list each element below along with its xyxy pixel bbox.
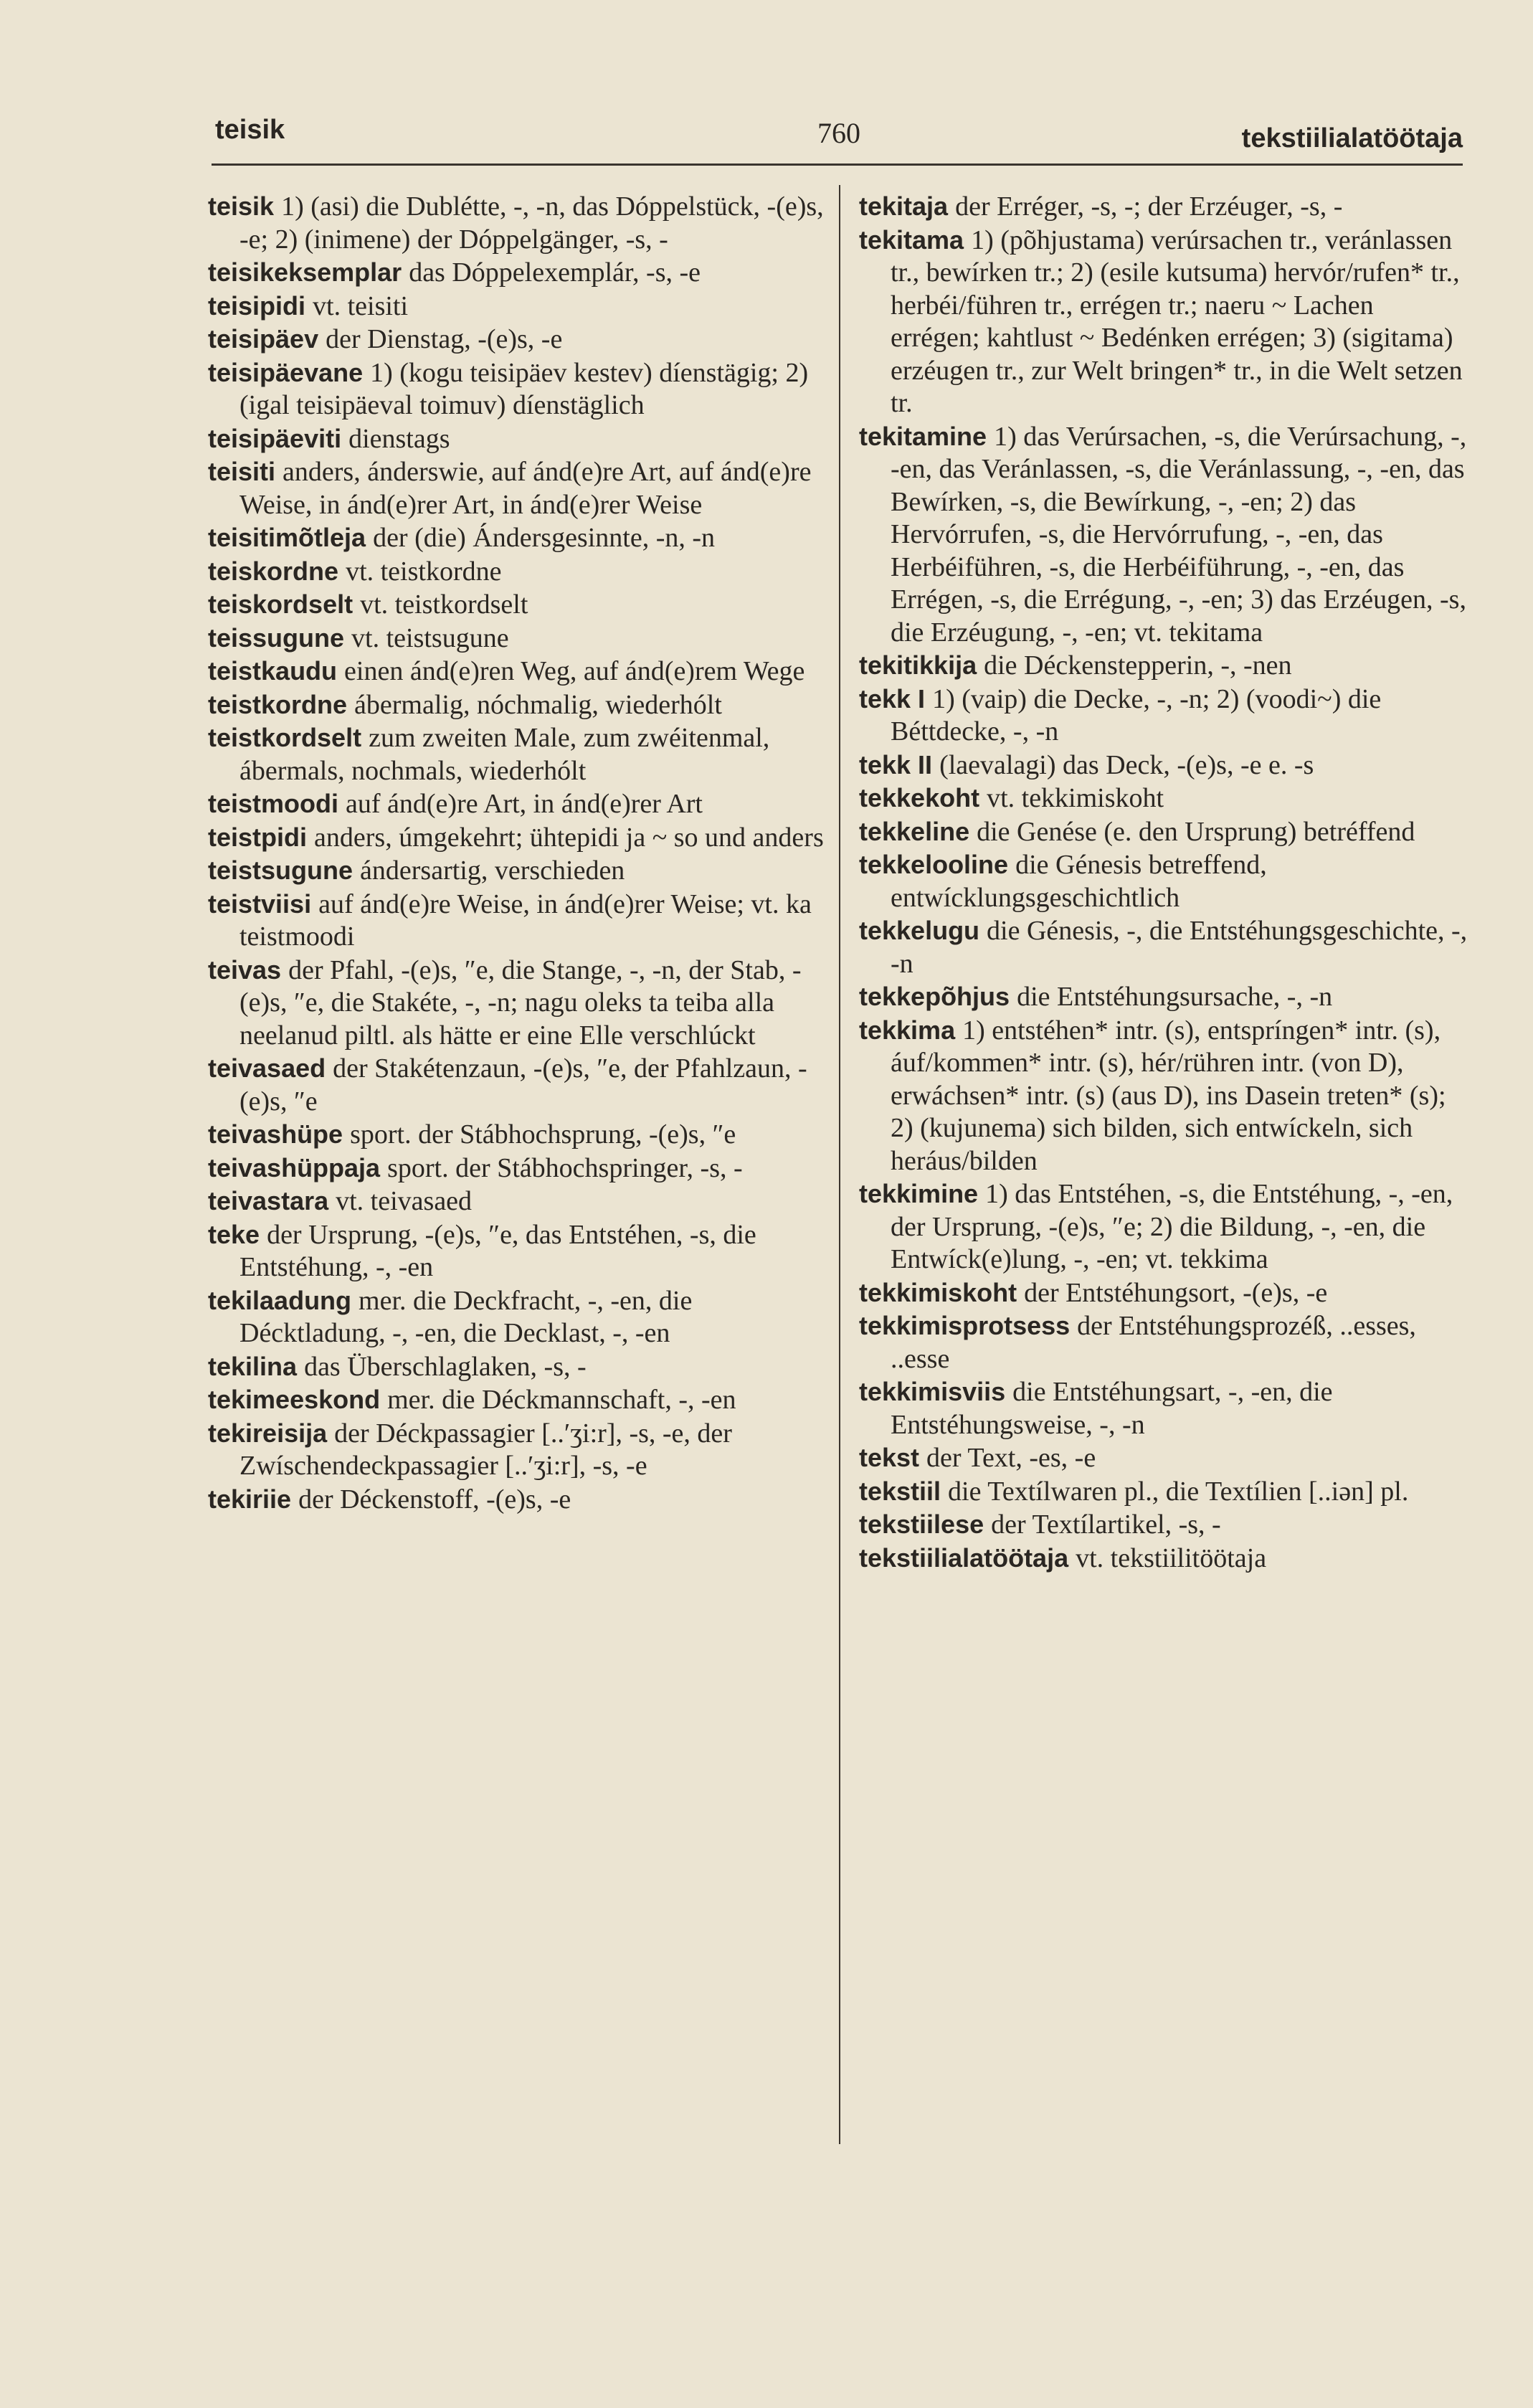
entry-headword: teisipidi — [208, 290, 306, 321]
dictionary-entry — [208, 1152, 825, 1185]
entry-definition: das Dóppelexemplár, -s, -e — [409, 257, 701, 288]
entry-definition: einen ánd(e)ren Weg, auf ánd(e)rem Wege — [344, 656, 805, 686]
entry-definition: mer. die Déckmannschaft, -, -en — [387, 1385, 736, 1415]
entry-definition: die Génesis betreffend, entwícklungsgeschichtlich — [891, 850, 1267, 913]
entry-headword: teisitimõtleja — [208, 523, 366, 552]
entry-headword: teisipäevane — [208, 357, 364, 387]
entry-headword: teisiti — [208, 457, 276, 486]
entry-definition: der (die) Ándersgesinnte, -n, -n — [373, 523, 716, 553]
dictionary-entry — [208, 356, 825, 422]
entry-headword: tekkimisprotsess — [859, 1311, 1071, 1340]
entry-definition: sport. der Stábhochsprung, -(e)s, ″e — [350, 1119, 736, 1150]
dictionary-entry — [859, 1309, 1468, 1375]
entry-headword: tekkelooline — [859, 850, 1009, 879]
entry-headword: tekireisija — [208, 1418, 328, 1448]
entry-headword: tekkeline — [859, 816, 970, 846]
entry-definition: 1) das Verúrsachen, -s, die Verúrsachung, -, -en, das Veránlassen, -s, die Veránlassung, -, -en, das Bewírken, -s, die Bewírkung, -, -en; 2) das Hervórrufen, -s, die Hervórrufung, -, -en, das Herbéiführen, -s, die Herbéiführung, -, -en, das Errégen, -s, die Errégung, -, -en; 3) das Erzéugen, -s, die Erzéugung, -, -en; vt. tekitama — [891, 421, 1467, 648]
entry-headword: tekkepõhjus — [859, 982, 1010, 1011]
entry-headword: tekk I — [859, 683, 926, 714]
entry-headword: tekitamine — [859, 421, 987, 451]
entry-headword: tekilina — [208, 1351, 298, 1381]
dictionary-entry — [208, 1483, 825, 1517]
dictionary-entry — [859, 782, 1468, 815]
dictionary-entry — [859, 1375, 1468, 1441]
dictionary-entry — [208, 1417, 825, 1483]
entry-definition: der Déckenstoff, -(e)s, -e — [298, 1484, 571, 1515]
dictionary-entry — [859, 749, 1468, 782]
dictionary-entry — [208, 655, 825, 688]
entry-headword: tekstiilese — [859, 1509, 984, 1539]
entry-headword: teistmoodi — [208, 789, 339, 818]
dictionary-entry — [859, 420, 1468, 650]
entry-headword: tekimeeskond — [208, 1385, 381, 1414]
dictionary-entry — [859, 1542, 1468, 1575]
entry-headword: tekitama — [859, 224, 964, 255]
dictionary-entry — [208, 888, 825, 954]
entry-headword: tekitikkija — [859, 650, 977, 680]
dictionary-entry — [208, 256, 825, 290]
dictionary-entry — [208, 455, 825, 521]
dictionary-entry — [859, 1014, 1468, 1178]
entry-definition: die Entstéhungsart, -, -en, die Entstéhungsweise, -, -n — [891, 1377, 1333, 1440]
dictionary-entry — [208, 954, 825, 1053]
entry-definition: zum zweiten Male, zum zwéitenmal, ábermals, nochmals, wiederhólt — [239, 723, 770, 786]
entry-headword: teistkordne — [208, 689, 348, 719]
dictionary-entry — [859, 224, 1468, 420]
entry-definition: der Stakétenzaun, -(e)s, ″e, der Pfahlzaun, -(e)s, ″e — [239, 1053, 807, 1117]
entry-definition: das Überschlaglaken, -s, - — [304, 1351, 587, 1382]
entry-definition: der Entstéhungsprozéß, ..esses, ..esse — [891, 1311, 1416, 1374]
dictionary-entry — [859, 1508, 1468, 1542]
entry-definition: 1) (kogu teisipäev kestev) díenstägig; 2) (igal teisipäeval toimuv) díenstäglich — [239, 357, 809, 420]
dictionary-entry — [859, 1441, 1468, 1475]
dictionary-entry — [208, 323, 825, 356]
entry-definition: sport. der Stábhochspringer, -s, - — [387, 1152, 743, 1183]
dictionary-entry — [208, 521, 825, 555]
page-header — [215, 108, 1463, 165]
dictionary-entry — [208, 1350, 825, 1384]
dictionary-entry — [859, 848, 1468, 914]
dictionary-entry — [859, 914, 1468, 980]
entry-definition: der Erréger, -s, -; der Erzéuger, -s, - — [955, 191, 1343, 222]
entry-definition: die Génesis, -, die Entstéhungsgeschichte, -, -n — [891, 916, 1468, 979]
column-separator — [839, 185, 840, 2144]
entry-definition: der Entstéhungsort, -(e)s, -e — [1024, 1277, 1328, 1308]
dictionary-entry — [208, 1218, 825, 1284]
entry-headword: tekkimine — [859, 1179, 979, 1208]
dictionary-entry — [208, 190, 825, 256]
entry-headword: tekkimisviis — [859, 1377, 1006, 1406]
dictionary-entry — [208, 1118, 825, 1152]
page-number: 760 — [817, 117, 860, 149]
entry-definition: vt. teistkordne — [346, 556, 502, 587]
entry-headword: tekiriie — [208, 1484, 292, 1514]
entry-definition: 1) (asi) die Dublétte, -, -n, das Dóppelstück, -(e)s, -e; 2) (inimene) der Dóppelgänger, -s, - — [239, 191, 824, 255]
entry-headword: tekilaadung — [208, 1285, 352, 1315]
left-column — [208, 190, 825, 1516]
entry-headword: teissugune — [208, 622, 345, 653]
header-left-guideword: teisik — [215, 115, 285, 145]
entry-definition: anders, úmgekehrt; ühtepidi ja ~ so und anders — [314, 822, 824, 853]
dictionary-entry — [208, 588, 825, 622]
entry-definition: dienstags — [348, 423, 450, 454]
dictionary-entry — [208, 422, 825, 456]
entry-definition: vt. teistsugune — [351, 622, 509, 653]
entry-headword: teistkaudu — [208, 656, 338, 686]
dictionary-entry — [859, 815, 1468, 849]
dictionary-entry — [208, 290, 825, 323]
entry-definition: 1) das Entstéhen, -s, die Entstéhung, -, -en, der Ursprung, -(e)s, ″e; 2) die Bildung, -, -en, die Entwíck(e)lung, -, -en; vt. tekkima — [891, 1179, 1453, 1274]
entry-definition: der Dienstag, -(e)s, -e — [326, 324, 563, 354]
entry-headword: teiskordselt — [208, 589, 353, 619]
entry-definition: vt. tekkimiskoht — [987, 783, 1164, 813]
entry-headword: tekkelugu — [859, 916, 980, 945]
dictionary-entry — [208, 721, 825, 787]
entry-headword: teisik — [208, 191, 275, 221]
entry-headword: teiskordne — [208, 556, 339, 586]
right-column — [859, 190, 1468, 1575]
entry-headword: teivasaed — [208, 1053, 326, 1083]
entry-definition: der Textílartikel, -s, - — [991, 1509, 1221, 1540]
entry-headword: tekstiilialatöötaja — [859, 1542, 1069, 1573]
entry-headword: tekk II — [859, 749, 933, 779]
dictionary-entry — [208, 854, 825, 888]
entry-definition: ábermalig, nóchmalig, wiederhólt — [354, 689, 722, 720]
entry-headword: teistkordselt — [208, 723, 362, 752]
dictionary-entry — [208, 1383, 825, 1417]
entry-headword: tekst — [859, 1443, 920, 1472]
entry-headword: teisipäev — [208, 324, 319, 354]
entry-headword: teivashüppaja — [208, 1152, 381, 1182]
dictionary-entry — [859, 1475, 1468, 1509]
entry-definition: auf ánd(e)re Weise, in ánd(e)rer Weise; vt. ka teistmoodi — [239, 888, 812, 952]
dictionary-entry — [208, 555, 825, 589]
entry-definition: auf ánd(e)re Art, in ánd(e)rer Art — [346, 789, 703, 819]
entry-definition: 1) entstéhen* intr. (s), entspríngen* intr. (s), áuf/kommen* intr. (s), hér/rühren intr. (von D), erwáchsen* intr. (s) (aus D), ins Dasein treten* (s); 2) (kujunema) sich bilden, sich entwíckeln, sich heráus/bilden — [891, 1015, 1446, 1176]
dictionary-entry — [859, 683, 1468, 749]
entry-definition: mer. die Deckfracht, -, -en, die Décktladung, -, -en, die Decklast, -, -en — [239, 1285, 693, 1348]
header-right-guideword: tekstiilialatöötaja — [1241, 123, 1463, 153]
entry-definition: die Déckenstepperin, -, -nen — [984, 650, 1292, 681]
entry-definition: 1) (vaip) die Decke, -, -n; 2) (voodi~) die Béttdecke, -, -n — [891, 683, 1382, 746]
dictionary-entry — [208, 622, 825, 655]
entry-headword: tekkima — [859, 1015, 956, 1045]
entry-definition: 1) (põhjustama) verúrsachen tr., veránlassen tr., bewírken tr.; 2) (esile kutsuma) hervór/rufen* tr., herbéi/führen tr., errégen tr.; naeru ~ Lachen errégen; kahtlust ~ Bedénken errégen; 3) (sigitama) erzéugen tr., zur Welt bringen* tr., in die Welt setzen tr. — [891, 224, 1463, 418]
entry-headword: teisipäeviti — [208, 423, 342, 453]
entry-definition: (laevalagi) das Deck, -(e)s, -e e. -s — [939, 749, 1314, 780]
entry-definition: der Text, -es, -e — [926, 1443, 1096, 1473]
entry-headword: teivashüpe — [208, 1119, 343, 1149]
entry-headword: teivastara — [208, 1186, 329, 1215]
entry-definition: die Genése (e. den Ursprung) betréffend — [977, 816, 1415, 847]
entry-definition: vt. teivasaed — [336, 1186, 473, 1216]
entry-definition: der Pfahl, -(e)s, ″e, die Stange, -, -n, der Stab, -(e)s, ″e, die Stakéte, -, -n; nagu oleks ta teiba alla neelanud piltl. als hätte er eine Elle verschlúckt — [239, 954, 802, 1051]
entry-headword: teistviisi — [208, 888, 312, 919]
dictionary-entry — [859, 1276, 1468, 1310]
entry-headword: tekstiil — [859, 1476, 941, 1506]
entry-definition: der Déckpassagier [..′ʒi:r], -s, -e, der Zwíschendeckpassagier [..′ʒi:r], -s, -e — [239, 1418, 732, 1481]
dictionary-entry — [208, 1185, 825, 1218]
entry-headword: teistpidi — [208, 822, 308, 852]
entry-definition: anders, ánderswie, auf ánd(e)re Art, auf ánd(e)re Weise, in ánd(e)rer Art, in ánd(e)rer Weise — [239, 457, 812, 520]
entry-headword: tekkekoht — [859, 783, 980, 812]
header-rule — [212, 163, 1463, 166]
dictionary-entry — [208, 1052, 825, 1118]
dictionary-entry — [208, 821, 825, 855]
entry-definition: der Ursprung, -(e)s, ″e, das Entstéhen, -s, die Entstéhung, -, -en — [239, 1219, 756, 1282]
dictionary-entry — [859, 190, 1468, 224]
dictionary-entry — [859, 980, 1468, 1014]
entry-headword: teistsugune — [208, 855, 353, 885]
entry-definition: die Entstéhungsursache, -, -n — [1017, 982, 1333, 1012]
entry-headword: teisikeksemplar — [208, 257, 402, 287]
entry-definition: vt. teisiti — [313, 290, 409, 321]
entry-headword: teivas — [208, 954, 282, 985]
dictionary-entry — [208, 1284, 825, 1350]
entry-definition: ándersartig, verschieden — [360, 855, 625, 886]
entry-headword: tekitaja — [859, 191, 949, 221]
entry-headword: teke — [208, 1219, 260, 1249]
entry-headword: tekkimiskoht — [859, 1277, 1017, 1307]
dictionary-entry — [208, 787, 825, 821]
dictionary-entry — [859, 1177, 1468, 1276]
dictionary-entry — [208, 688, 825, 722]
entry-definition: die Textílwaren pl., die Textílien [..iən] pl. — [948, 1476, 1409, 1507]
entry-definition: vt. teistkordselt — [360, 589, 528, 620]
dictionary-entry — [859, 649, 1468, 683]
entry-definition: vt. tekstiilitöötaja — [1076, 1542, 1267, 1573]
